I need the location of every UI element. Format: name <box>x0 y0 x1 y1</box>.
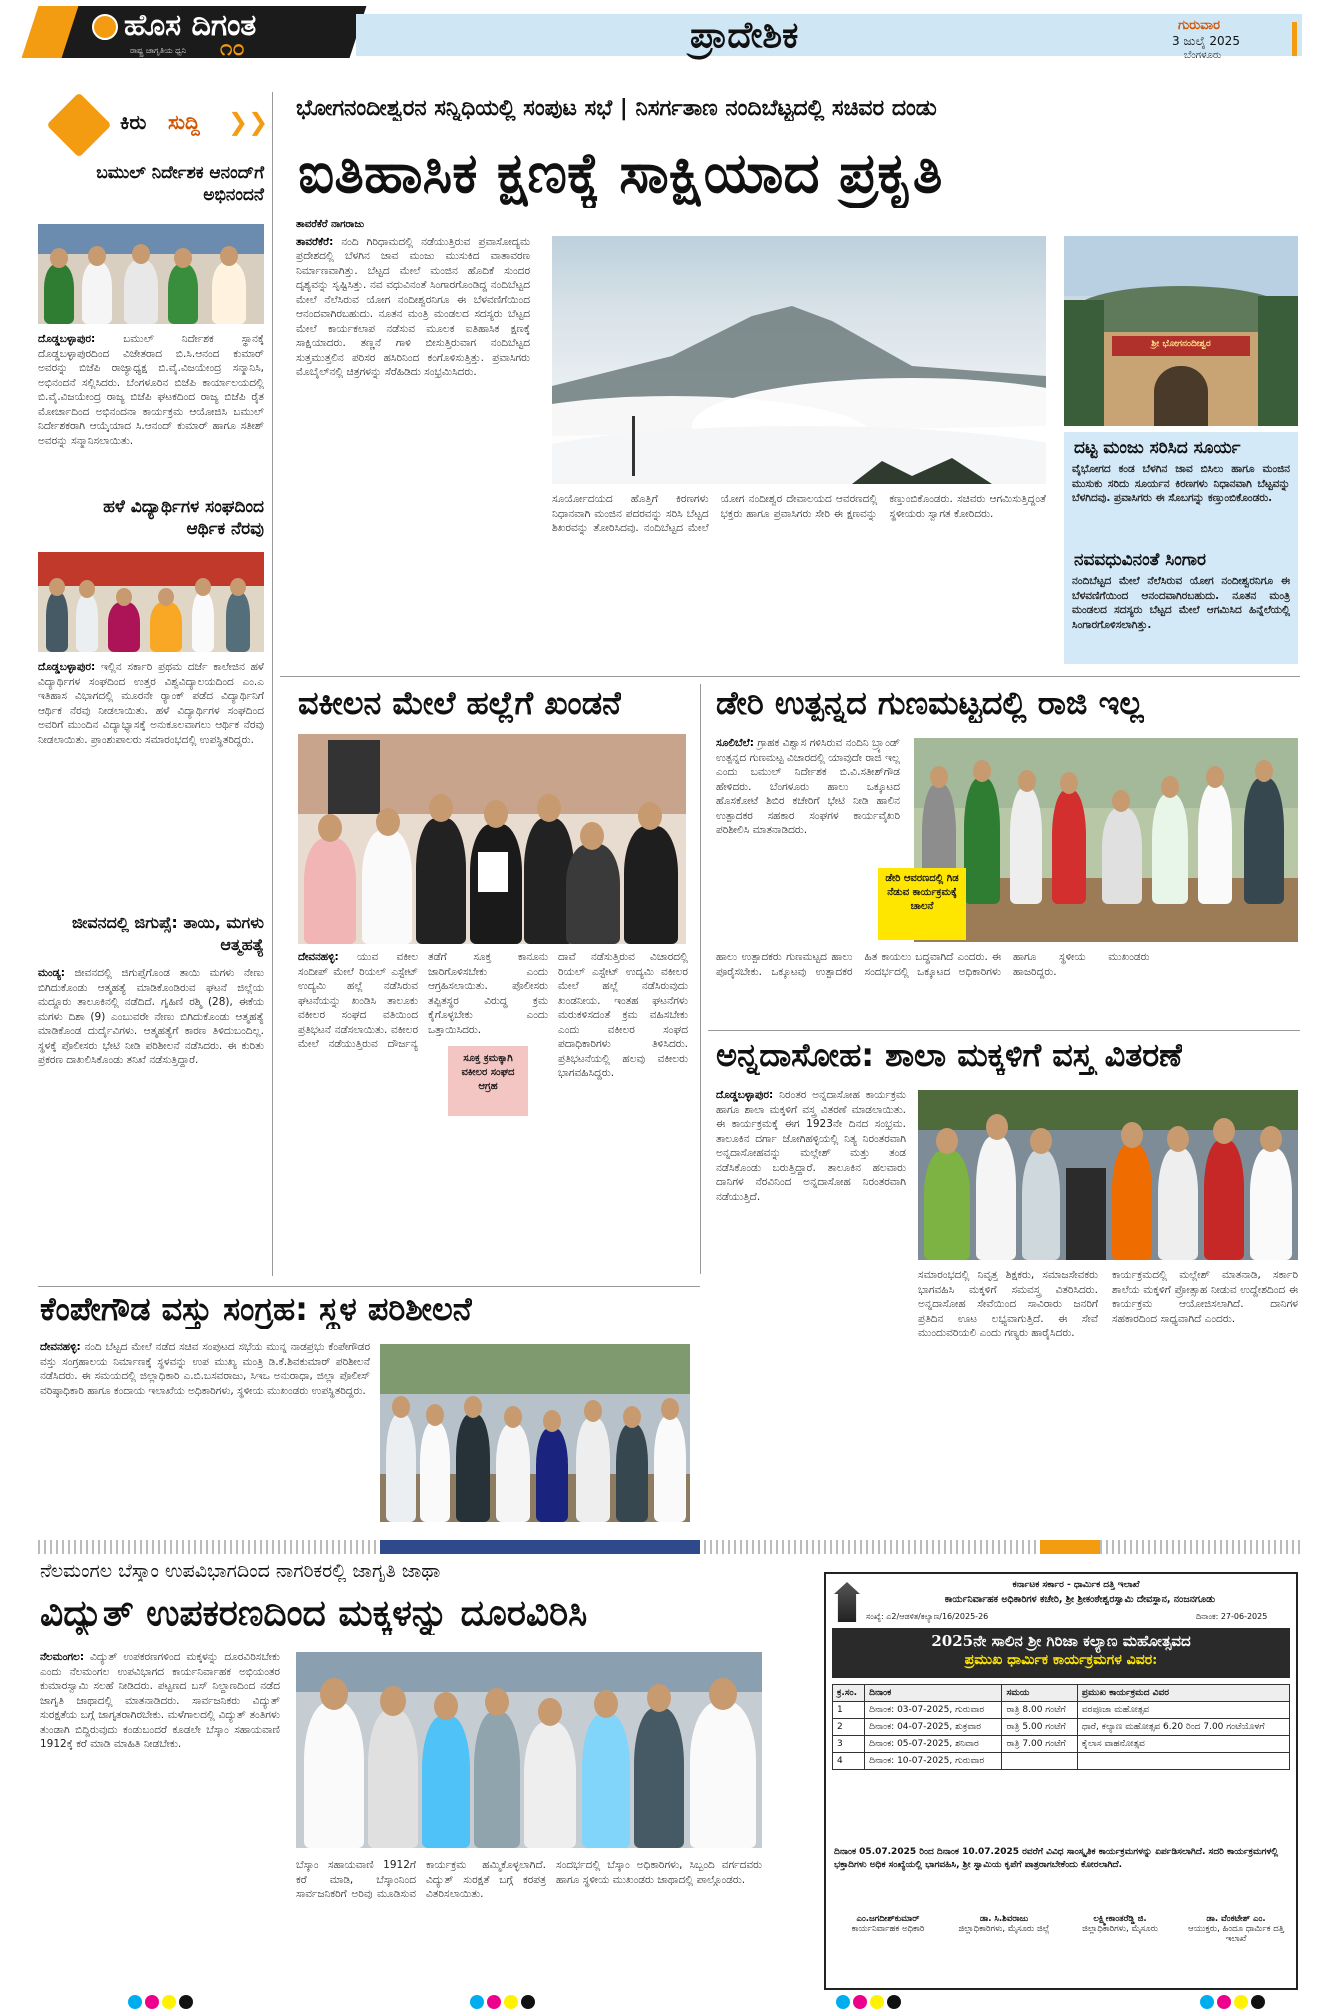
lamp-icon <box>92 14 118 40</box>
lead-mist-photo <box>552 236 1046 484</box>
brief-2-body <box>38 660 264 906</box>
brief-3-body <box>38 966 264 1266</box>
museum-text: ನಂದಿ ಬೆಟ್ಟದ ಮೇಲೆ ನಡೆದ ಸಚಿವ ಸಂಪುಟದ ಸಭೆಯ ಮುನ್ನ ನಾಡಪ್ರಭು ಕೆಂಪೇಗೌಡರ ವಸ್ತು ಸಂಗ್ರಹಾಲಯ ನಿರ್ಮಾಣಕ್ಕೆ ಸ್ಥಳವನ್ನು ಉಪ ಮುಖ್ಯ ಮಂತ್ರಿ ಡಿ.ಕೆ.ಶಿವಕುಮಾರ್ ಪರಿಶೀಲನೆ ನಡೆಸಿದರು. ಈ ಸಮಯದಲ್ಲಿ ಜಿಲ್ಲಾಧಿಕಾರಿ ಎ.ಬಿ.ಬಸವರಾಜು, ಸಿಇಒ ಅನುರಾಧಾ, ಜಿಲ್ಲಾ ಪೊಲೀಸ್ ವರಿಷ್ಠಾಧಿಕಾರಿ ಹಾಗೂ ಕಂದಾಯ ಇಲಾಖೆಯ ಅಧಿಕಾರಿಗಳು, ಸ್ಥಳೀಯ ಮುಖಂಡರು ಉಪಸ್ಥಿತರಿದ್ದರು. <box>40 1341 370 1397</box>
brief-column-divider <box>272 92 273 1276</box>
annadasoha-text: ನಿರಂತರ ಅನ್ನದಾಸೋಹ ಕಾರ್ಯಕ್ರಮ ಹಾಗೂ ಶಾಲಾ ಮಕ್ಕಳಿಗೆ ವಸ್ತ್ರ ವಿತರಣೆ ಮಾಡಲಾಯಿತು. ಈ ಕಾರ್ಯಕ್ರಮಕ್ಕೆ ಈಗ 1923ನೇ ದಿನದ ಸಂಭ್ರಮ. ತಾಲೂಕಿನ ದರ್ಗಾ ಜೋಗಿಹಳ್ಳಿಯಲ್ಲಿ ನಿತ್ಯ ನಿರಂತರವಾಗಿ ಅನ್ನದಾಸೋಹವನ್ನು ಮಲ್ಲೇಶ್ ಮತ್ತು ತಂಡ ನಡೆಸಿಕೊಂಡು ಬರುತ್ತಿದ್ದಾರೆ. ತಾಲೂಕಿನ ಹಲವಾರು ದಾನಿಗಳ ನೆರವಿನಿಂದ ಅನ್ನದಾಸೋಹ ನಿರಂತರವಾಗಿ ನಡೆಯುತ್ತಿದೆ. <box>716 1089 906 1203</box>
ad-col-sl: ಕ್ರ.ಸಂ. <box>833 1685 865 1702</box>
section-banner <box>356 14 1302 56</box>
lawyer-text: ಯುವ ವಕೀಲ ಸಂದೀಪ್ ಮೇಲೆ ರಿಯಲ್ ಎಸ್ಟೇಟ್ ಉದ್ಯಮಿ ಹಲ್ಲೆ ನಡೆಸಿರುವ ಘಟನೆಯನ್ನು ಖಂಡಿಸಿ ತಾಲೂಕು ವಕೀಲರ ಸಂಘದ ವತಿಯಿಂದ ಪ್ರತಿಭಟನೆ ನಡೆಸಲಾಯಿತು. ವಕೀಲರ ಮೇಲೆ ನಡೆಯುತ್ತಿರುವ ದೌರ್ಜನ್ಯ ತಡೆಗೆ ಸೂಕ್ತ ಕಾನೂನು ಜಾರಿಗೊಳಿಸಬೇಕು ಎಂದು ಆಗ್ರಹಿಸಲಾಯಿತು. ಪೊಲೀಸರು ತಪ್ಪಿತಸ್ಥರ ವಿರುದ್ಧ ಕ್ರಮ ಕೈಗೊಳ್ಳಬೇಕು ಎಂದು ಒತ್ತಾಯಿಸಿದರು. <box>298 951 548 1050</box>
electric-kicker: ನೆಲಮಂಗಲ ಬೆಸ್ಕಾಂ ಉಪವಿಭಾಗದಿಂದ ನಾಗರಿಕರಲ್ಲಿ ಜಾಗೃತಿ ಜಾಥಾ <box>40 1560 441 1582</box>
page-number: ೧೦ <box>220 36 245 61</box>
side-1-headline: ದಟ್ಟ ಮಂಜು ಸರಿಸಿದ ಸೂರ್ಯ <box>1074 438 1241 458</box>
table-row: 3 ದಿನಾಂಕ: 05-07-2025, ಶನಿವಾರ ರಾತ್ರಿ 7.00 ಗಂಟೆಗೆ ಕೈಲಾಸ ವಾಹನೋತ್ಸವ <box>833 1736 1290 1753</box>
lawyer-pullquote-box <box>448 1046 528 1116</box>
museum-top-rule <box>38 1286 700 1287</box>
brief-column <box>38 92 269 1276</box>
museum-body <box>40 1340 370 1530</box>
lead-body-2: ಸೂರ್ಯೋದಯದ ಹೊತ್ತಿಗೆ ಕಿರಣಗಳು ನಿಧಾನವಾಗಿ ಮಂಜಿನ ಪದರವನ್ನು ಸರಿಸಿ ಬೆಟ್ಟದ ಶಿಖರವನ್ನು ತೋರಿಸಿದವು. ನಂದಿಬೆಟ್ಟದ ಮೇಲೆ ಯೋಗ ನಂದೀಶ್ವರ ದೇವಾಲಯದ ಆವರಣದಲ್ಲಿ ಭಕ್ತರು ಹಾಗೂ ಪ್ರವಾಸಿಗರು ಸೇರಿ ಈ ಕ್ಷಣವನ್ನು ಕಣ್ತುಂಬಿಕೊಂಡರು. ಸಚಿವರು ಆಗಮಿಸುತ್ತಿದ್ದಂತೆ ಸ್ಥಳೀಯರು ಸ್ವಾಗತ ಕೋರಿದರು. <box>552 493 1046 534</box>
lawyer-body-2: ದಾವೆ ನಡೆಸುತ್ತಿರುವ ವಿಚಾರದಲ್ಲಿ ರಿಯಲ್ ಎಸ್ಟೇಟ್ ಉದ್ಯಮಿ ವಕೀಲರ ಮೇಲೆ ಹಲ್ಲೆ ನಡೆಸಿರುವುದು ಖಂಡನೀಯ. ಇಂತಹ ಘಟನೆಗಳು ಮರುಕಳಿಸದಂತೆ ಕ್ರಮ ವಹಿಸಬೇಕು ಎಂದು ವಕೀಲರ ಸಂಘದ ಪದಾಧಿಕಾರಿಗಳು ತಿಳಿಸಿದರು. ಪ್ರತಿಭಟನೆಯಲ್ಲಿ ಹಲವು ವಕೀಲರು ಭಾಗವಹಿಸಿದ್ದರು. <box>558 951 688 1079</box>
side-2-text: ನಂದಿಬೆಟ್ಟದ ಮೇಲೆ ನೆಲೆಸಿರುವ ಯೋಗ ನಂದೀಶ್ವರನಿಗೂ ಈ ಬೆಳವಣಿಗೆಯಿಂದ ಆನಂದವಾಗಿರಬಹುದು. ನೂತನ ಮಂತ್ರಿ ಮಂಡಲದ ಸದಸ್ಯರು ಬೆಟ್ಟದ ಮೇಲೆ ಆಗಮಿಸಿದ ಹಿನ್ನೆಲೆಯಲ್ಲಿ ಸಿಂಗಾರಗೊಳಿಸಲಾಗಿತ್ತು. <box>1072 575 1290 631</box>
lawyer-photo <box>298 734 686 944</box>
ad-notice: ದಿನಾಂಕ 05.07.2025 ರಿಂದ ದಿನಾಂಕ 10.07.2025 ರವರೆಗೆ ವಿವಿಧ ಸಾಂಸ್ಕೃತಿಕ ಕಾರ್ಯಕ್ರಮಗಳನ್ನು ಏರ್ಪಡಿಸಲಾಗಿದೆ. ಸದರಿ ಕಾರ್ಯಕ್ರಮಗಳಲ್ಲಿ ಭಕ್ತಾದಿಗಳು ಅಧಿಕ ಸಂಖ್ಯೆಯಲ್ಲಿ ಭಾಗವಹಿಸಿ, ಶ್ರೀ ಸ್ವಾಮಿಯ ಕೃಪೆಗೆ ಪಾತ್ರರಾಗಬೇಕೆಂದು ಕೋರಲಾಗಿದೆ. <box>834 1847 1279 1870</box>
electric-photo <box>296 1652 762 1848</box>
brief-1-body <box>38 332 264 518</box>
dairy-photo <box>914 738 1298 942</box>
side-2-headline: ನವವಧುವಿನಂತೆ ಸಿಂಗಾರ <box>1074 550 1206 570</box>
lead-side-box <box>1064 432 1298 664</box>
ad-ref-date: ದಿನಾಂಕ: 27-06-2025 <box>1196 1612 1268 1621</box>
ad-col-date: ದಿನಾಂಕ <box>865 1685 1002 1702</box>
ad-schedule-table <box>832 1684 1290 1770</box>
brief-2-headline: ಹಳೆ ವಿದ್ಯಾರ್ಥಿಗಳ ಸಂಘದಿಂದ ಆರ್ಥಿಕ ನೆರವು <box>103 497 264 539</box>
lead-text: ನಂದಿ ಗಿರಿಧಾಮದಲ್ಲಿ ನಡೆಯುತ್ತಿರುವ ಪ್ರವಾಸೋದ್ಯಮ ಪ್ರದೇಶದಲ್ಲಿ ಬೆಳಗಿನ ಜಾವ ಮಂಜು ಮುಸುಕಿದ ವಾತಾವರಣ ನಿರ್ಮಾಣವಾಗಿತ್ತು. ಬೆಟ್ಟದ ಮೇಲೆ ಮಂಜಿನ ಹೊದಿಕೆ ಸುಂದರ ದೃಶ್ಯವನ್ನು ಸೃಷ್ಟಿಸಿತ್ತು. ನವ ವಧುವಿನಂತೆ ಸಿಂಗಾರಗೊಂಡಿದ್ದ ನಂದಿಬೆಟ್ಟದ ಮೇಲೆ ನೆಲೆಸಿರುವ ಯೋಗ ನಂದೀಶ್ವರನಿಗೂ ಈ ಬೆಳವಣಿಗೆಯಿಂದ ಆನಂದವಾಗಿರಬಹುದು. ನೂತನ ಮಂತ್ರಿ ಮಂಡಲದ ಸದಸ್ಯರು ಬೆಟ್ಟದ ಮೇಲೆ ಕಾರ್ಯಕಲಾಪ ನಡೆಸುವ ಮೂಲಕ ಐತಿಹಾಸಿಕ ಕ್ಷಣಕ್ಕೆ ಸಾಕ್ಷಿಯಾದರು. ತಣ್ಣನೆ ಗಾಳಿ ಬೀಸುತ್ತಿರುವಾಗ ನಂದಿಬೆಟ್ಟದ ಸುತ್ತಮುತ್ತಲಿನ ಪರಿಸರ ಹಸಿರಿನಿಂದ ಕಂಗೊಳಿಸುತ್ತಿತ್ತು. ಪ್ರವಾಸಿಗರು ಮೊಬೈಲ್‌ನಲ್ಲಿ ಚಿತ್ರಗಳನ್ನು ಸೆರೆಹಿಡಿದು ಸಂಭ್ರಮಿಸಿದರು. <box>296 235 530 378</box>
table-row: 2 ದಿನಾಂಕ: 04-07-2025, ಶುಕ್ರವಾರ ರಾತ್ರಿ 5.00 ಗಂಟೆಗೆ ಧಾರೆ, ಕಲ್ಯಾಣ ಮಹೋತ್ಸವ 6.20 ರಿಂದ 7.00 ಗಂಟೆಯೊಳಗೆ <box>833 1719 1290 1736</box>
electric-body-3: ಸಂದರ್ಭದಲ್ಲಿ ಬೆಸ್ಕಾಂ ಅಧಿಕಾರಿಗಳು, ಸಿಬ್ಬಂದಿ ವರ್ಗದವರು ಹಾಗೂ ಸ್ಥಳೀಯ ಮುಖಂಡರು ಜಾಥಾದಲ್ಲಿ ಪಾಲ್ಗೊಂಡರು. <box>556 1859 762 1886</box>
annadasoha-headline: ಅನ್ನದಾಸೋಹ: ಶಾಲಾ ಮಕ್ಕಳಿಗೆ ವಸ್ತ್ರ ವಿತರಣೆ <box>716 1036 1183 1074</box>
ad-signatory-4: ಡಾ. ವೆಂಕಟೇಶ್ ಎಂ. ಆಯುಕ್ತರು, ಹಿಂದೂ ಧಾರ್ಮಿಕ ದತ್ತಿ ಇಲಾಖೆ <box>1187 1914 1285 1944</box>
electric-dateline: ನೆಲಮಂಗಲ: <box>40 1651 85 1663</box>
dairy-caption: ಡೇರಿ ಆವರಣದಲ್ಲಿ ಗಿಡ ನೆಡುವ ಕಾರ್ಯಕ್ರಮಕ್ಕೆ ಚಾಲನೆ <box>885 873 959 912</box>
side-1-text: ವೈಭೋಗದ ಕಂಡ ಬೆಳಗಿನ ಜಾವ ಬಿಸಿಲು ಹಾಗೂ ಮಂಜಿನ ಮುಸುಕು ಸರಿದು ಸೂರ್ಯನ ಕಿರಣಗಳು ನಿಧಾನವಾಗಿ ಬೆಟ್ಟವನ್ನು ಬೆಳಗಿದವು. ಪ್ರವಾಸಿಗರು ಈ ಸೊಬಗನ್ನು ಕಣ್ತುಂಬಿಕೊಂಡರು. <box>1072 463 1290 504</box>
brief-3-text: ಜೀವನದಲ್ಲಿ ಜಿಗುಪ್ಸೆಗೊಂಡ ತಾಯಿ ಮಗಳು ನೇಣು ಬಿಗಿದುಕೊಂಡು ಆತ್ಮಹತ್ಯೆ ಮಾಡಿಕೊಂಡಿರುವ ಘಟನೆ ಜಿಲ್ಲೆಯ ಮದ್ದೂರು ತಾಲೂಕಿನಲ್ಲಿ ನಡೆದಿದೆ. ಗೃಹಿಣಿ ರಶ್ಮಿ (28), ಈಕೆಯ ಮಗಳು ದಿಶಾ (9) ಎಂಬುವರೇ ನೇಣು ಬಿಗಿದುಕೊಂಡು ಆತ್ಮಹತ್ಯೆ ಮಾಡಿಕೊಂಡ ದುರ್ದೈವಿಗಳು. ಆತ್ಮಹತ್ಯೆಗೆ ಕಾರಣ ತಿಳಿದುಬಂದಿಲ್ಲ. ಸ್ಥಳಕ್ಕೆ ಪೊಲೀಸರು ಭೇಟಿ ನೀಡಿ ಪರಿಶೀಲನೆ ನಡೆಸಿದರು. ಈ ಕುರಿತು ಪ್ರಕರಣ ದಾಖಲಿಸಿಕೊಂಡು ತನಿಖೆ ನಡೆಸುತ್ತಿದ್ದಾರೆ. <box>38 967 264 1066</box>
electric-body <box>40 1650 280 1990</box>
annadasoha-body-3: ಕಾರ್ಯಕ್ರಮದಲ್ಲಿ ಮಲ್ಲೇಶ್ ಮಾತನಾಡಿ, ಸರ್ಕಾರಿ ಶಾಲೆಯ ಮಕ್ಕಳಿಗೆ ಪ್ರೋತ್ಸಾಹ ನೀಡುವ ಉದ್ದೇಶದಿಂದ ಈ ಕಾರ್ಯಕ್ರಮ ಆಯೋಜಿಸಲಾಗಿದೆ. ದಾನಿಗಳ ಸಹಕಾರದಿಂದ ಸಾಧ್ಯವಾಗಿದೆ ಎಂದರು. <box>1112 1269 1298 1325</box>
issue-city: ಬೆಂಗಳೂರು <box>1184 50 1222 61</box>
dairy-text: ಗ್ರಾಹಕ ವಿಶ್ವಾಸ ಗಳಿಸಿರುವ ನಂದಿನಿ ಬ್ರ್ಯಾಂಡ್ ಉತ್ಪನ್ನದ ಗುಣಮಟ್ಟ ವಿಚಾರದಲ್ಲಿ ಯಾವುದೇ ರಾಜಿ ಇಲ್ಲ ಎಂದು ಬಮುಲ್ ನಿರ್ದೇಶಕ ಬಿ.ವಿ.ಸತೀಶ್‌ಗೌಡ ಹೇಳಿದರು. ಬೆಂಗಳೂರು ಹಾಲು ಒಕ್ಕೂಟದ ಹೊಸಕೋಟೆ ಶಿಬಿರ ಕಚೇರಿಗೆ ಭೇಟಿ ನೀಡಿ ಹಾಲಿನ ಉತ್ಪಾದಕರ ಸಹಕಾರ ಸಂಘಗಳ ಕಾರ್ಯವೈಖರಿ ಪರಿಶೀಲಿಸಿ ಮಾತನಾಡಿದರು. <box>716 737 900 836</box>
lead-temple-photo <box>1064 236 1298 426</box>
ad-office: ಕಾರ್ಯನಿರ್ವಾಹಕ ಅಧಿಕಾರಿಗಳ ಕಚೇರಿ, ಶ್ರೀ ಶ್ರೀಕಂಠೇಶ್ವರಸ್ವಾಮಿ ದೇವಸ್ಥಾನ, ನಂಜನಗೂಡು <box>944 1594 1216 1605</box>
divider-accent-orange <box>1040 1540 1100 1554</box>
brief-1-dateline: ದೊಡ್ಡಬಳ್ಳಾಪುರ: <box>38 333 96 345</box>
ad-col-event: ಪ್ರಮುಖ ಕಾರ್ಯಕ್ರಮದ ವಿವರ <box>1077 1685 1289 1702</box>
ad-title-2: ಪ್ರಮುಖ ಧಾರ್ಮಿಕ ಕಾರ್ಯಕ್ರಮಗಳ ವಿವರ: <box>964 1652 1158 1668</box>
annadasoha-photo <box>918 1090 1298 1260</box>
brief-2-dateline: ದೊಡ್ಡಬಳ್ಳಾಪುರ: <box>38 661 96 673</box>
lawyer-headline: ವಕೀಲನ ಮೇಲೆ ಹಲ್ಲೆಗೆ ಖಂಡನೆ <box>298 684 622 722</box>
electric-body-2: ಬೆಸ್ಕಾಂ ಸಹಾಯವಾಣಿ 1912ಗೆ ಕರೆ ಮಾಡಿ, ಬೆಸ್ಕಾಂನಿಂದ ಸಾರ್ವಜನಿಕರಿಗೆ ಅರಿವು ಮೂಡಿಸುವ ಕಾರ್ಯಕ್ರಮ ಹಮ್ಮಿಕೊಳ್ಳಲಾಗಿದೆ. ವಿದ್ಯುತ್ ಸುರಕ್ಷತೆ ಬಗ್ಗೆ ಕರಪತ್ರ ವಿತರಿಸಲಾಯಿತು. <box>296 1859 546 1900</box>
brief-label-kiru: ಕಿರು <box>120 110 147 134</box>
temple-sign: ಶ್ರೀ ಭೋಗನಂದೀಶ್ವರ <box>1151 339 1211 349</box>
ad-signatory-1: ಎಂ.ಜಗದೀಶ್‌ಕುಮಾರ್ ಕಾರ್ಯನಿರ್ವಾಹಕ ಅಧಿಕಾರಿ <box>851 1914 925 1934</box>
annadasoha-dateline: ದೊಡ್ಡಬಳ್ಳಾಪುರ: <box>716 1089 774 1101</box>
electric-text: ವಿದ್ಯುತ್ ಉಪಕರಣಗಳಿಂದ ಮಕ್ಕಳನ್ನು ದೂರವಿರಿಸಬೇಕು ಎಂದು ನೆಲಮಂಗಲ ಉಪವಿಭಾಗದ ಕಾರ್ಯನಿರ್ವಾಹಕ ಅಭಿಯಂತರ ಕುಮಾರಸ್ವಾಮಿ ಸಲಹೆ ನೀಡಿದರು. ಪಟ್ಟಣದ ಬಸ್ ನಿಲ್ದಾಣದಿಂದ ನಡೆದ ಜಾಗೃತಿ ಜಾಥಾದಲ್ಲಿ ಮಾತನಾಡಿದರು. ಸಾರ್ವಜನಿಕರು ವಿದ್ಯುತ್ ಸುರಕ್ಷತೆಯ ಬಗ್ಗೆ ಜಾಗೃತರಾಗಿರಬೇಕು. ಮಳೆಗಾಲದಲ್ಲಿ ವಿದ್ಯುತ್ ತಂತಿಗಳು ತುಂಡಾಗಿ ಬಿದ್ದಿರುವುದು ಕಂಡುಬಂದರೆ ಕೂಡಲೇ ಬೆಸ್ಕಾಂ ಸಹಾಯವಾಣಿ 1912ಕ್ಕೆ ಕರೆ ಮಾಡಿ ಮಾಹಿತಿ ನೀಡಬೇಕು. <box>40 1651 280 1750</box>
section-title: ಪ್ರಾದೇಶಿಕ <box>690 14 799 56</box>
print-registration-marks <box>0 1994 1338 2008</box>
lead-dateline: ತಾವರೆಕೆರೆ: <box>296 235 334 248</box>
brief-label-suddi: ಸುದ್ದಿ <box>168 110 200 134</box>
dairy-body <box>716 736 900 946</box>
paper-name: ಹೊಸ ದಿಗಂತ <box>124 8 257 43</box>
brief-3-headline: ಜೀವನದಲ್ಲಿ ಜಿಗುಪ್ಸೆ: ತಾಯಿ, ಮಗಳು ಆತ್ಮಹತ್ಯೆ <box>71 913 264 954</box>
brief-1-headline: ಬಮುಲ್ ನಿರ್ದೇಶಕ ಆನಂದ್‌ಗೆ ಅಭಿನಂದನೆ <box>96 163 264 205</box>
lead-kicker: ಭೋಗನಂದೀಶ್ವರನ ಸನ್ನಿಧಿಯಲ್ಲಿ ಸಂಪುಟ ಸಭೆ | ನಿಸರ್ಗತಾಣ ನಂದಿಬೆಟ್ಟದಲ್ಲಿ ಸಚಿವರ ದಂಡು <box>296 96 937 121</box>
lawyer-dateline: ದೇವನಹಳ್ಳಿ: <box>298 951 339 963</box>
annadasoha-body <box>716 1088 906 1528</box>
museum-headline: ಕೆಂಪೇಗೌಡ ವಸ್ತು ಸಂಗ್ರಹ: ಸ್ಥಳ ಪರಿಶೀಲನೆ <box>40 1290 472 1328</box>
annadasoha-body-2: ಸಮಾರಂಭದಲ್ಲಿ ನಿವೃತ್ತ ಶಿಕ್ಷಕರು, ಸಮಾಜಸೇವಕರು ಭಾಗವಹಿಸಿ ಮಕ್ಕಳಿಗೆ ಸಮವಸ್ತ್ರ ವಿತರಿಸಿದರು. ಅನ್ನದಾಸೋಹ ಸೇವೆಯಿಂದ ಸಾವಿರಾರು ಜನರಿಗೆ ಪ್ರತಿದಿನ ಊಟ ಲಭ್ಯವಾಗುತ್ತಿದೆ. ಈ ಸೇವೆ ಮುಂದುವರಿಯಲಿ ಎಂದು ಗಣ್ಯರು ಹಾರೈಸಿದರು. <box>918 1269 1098 1339</box>
museum-dateline: ದೇವನಹಳ್ಳಿ: <box>40 1341 81 1353</box>
issue-day: ಗುರುವಾರ <box>1178 18 1220 33</box>
brief-2-text: ಇಲ್ಲಿನ ಸರ್ಕಾರಿ ಪ್ರಥಮ ದರ್ಜೆ ಕಾಲೇಜಿನ ಹಳೆ ವಿದ್ಯಾರ್ಥಿಗಳ ಸಂಘದಿಂದ ಉತ್ತರ ವಿಶ್ವವಿದ್ಯಾಲಯದಿಂದ ಎಂ.ಎ ಇತಿಹಾಸ ವಿಭಾಗದಲ್ಲಿ ಮೂರನೇ ರ‍್ಯಾಂಕ್ ಪಡೆದ ವಿದ್ಯಾರ್ಥಿನಿಗೆ ಆರ್ಥಿಕ ನೆರವು ನೀಡಲಾಯಿತು. ಹಳೆ ವಿದ್ಯಾರ್ಥಿಗಳ ಸಂಘದಿಂದ ಅವರಿಗೆ ಮುಂದಿನ ವಿದ್ಯಾಭ್ಯಾಸಕ್ಕೆ ಅನುಕೂಲವಾಗಲು ಆರ್ಥಿಕ ನೆರವು ನೀಡಲಾಯಿತು. ಪ್ರಾಂಶುಪಾಲರು ಸಮಾರಂಭದಲ್ಲಿ ಉಪಸ್ಥಿತರಿದ್ದರು. <box>38 661 264 746</box>
brief-1-text: ಬಮುಲ್ ನಿರ್ದೇಶಕ ಸ್ಥಾನಕ್ಕೆ ದೊಡ್ಡಬಳ್ಳಾಪುರದಿಂದ ವಿಜೇತರಾದ ಬಿ.ಸಿ.ಆನಂದ ಕುಮಾರ್ ಅವರನ್ನು ಬಿಜೆಪಿ ರಾಜ್ಯಾಧ್ಯಕ್ಷ ಬಿ.ವೈ.ವಿಜಯೇಂದ್ರ ಸನ್ಮಾನಿಸಿ, ಅಭಿನಂದನೆ ಸಲ್ಲಿಸಿದರು. ಬೆಂಗಳೂರಿನ ಬಿಜೆಪಿ ಕಾರ್ಯಾಲಯದಲ್ಲಿ ಬಿ.ವೈ.ವಿಜಯೇಂದ್ರ ರಾಜ್ಯ ಬಿಜೆಪಿ ಘಟಕದಿಂದ ರಾಜ್ಯ ಬಿಜೆಪಿ ರೈತ ಮೋರ್ಚಾದಿಂದ ಅಭಿನಂದನಾ ಕಾರ್ಯಕ್ರಮ ಆಯೋಜಿಸಿ ಬಮುಲ್ ನಿರ್ದೇಶಕರಾಗಿ ಆಯ್ಕೆಯಾದ ಸಿ.ಆನಂದ್ ಕುಮಾರ್ ಹಾಗೂ ಸತೀಶ್ ಅವರನ್ನು ಸನ್ಮಾನಿಸಲಾಯಿತು. <box>38 333 264 447</box>
lawyer-pullquote: ಸೂಕ್ತ ಕ್ರಮಕ್ಕಾಗಿ ವಕೀಲರ ಸಂಘದ ಆಗ್ರಹ <box>461 1053 515 1092</box>
brief-1-photo <box>38 224 264 324</box>
lead-body <box>296 218 530 648</box>
ad-title-box <box>832 1628 1290 1678</box>
dairy-dateline: ಸೂಲಿಬೆಲೆ: <box>716 737 754 749</box>
paper-tagline: ರಾಷ್ಟ್ರ ಜಾಗೃತಿಯ ಧ್ವನಿ <box>130 46 187 55</box>
brief-chevrons: ❯❯ <box>228 108 269 136</box>
issue-date: 3 ಜುಲೈ 2025 <box>1172 34 1240 48</box>
dairy-caption-box <box>878 868 966 940</box>
divider-accent-blue <box>380 1540 700 1554</box>
temple-ad <box>824 1572 1298 1990</box>
brief-3-dateline: ಮಂಡ್ಯ: <box>38 967 65 979</box>
masthead-orange-bar <box>1292 22 1297 56</box>
ad-signatory-3: ಲಕ್ಷ್ಮೀಕಾಂತರೆಡ್ಡಿ ಜಿ. ಜಿಲ್ಲಾಧಿಕಾರಿಗಳು, ಮೈಸೂರು <box>1082 1914 1158 1934</box>
table-row: 4 ದಿನಾಂಕ: 10-07-2025, ಗುರುವಾರ <box>833 1753 1290 1770</box>
lawyer-dairy-divider <box>700 684 701 1274</box>
table-row: 1 ದಿನಾಂಕ: 03-07-2025, ಗುರುವಾರ ರಾತ್ರಿ 8.00 ಗಂಟೆಗೆ ವರಪೂಜಾ ಮಹೋತ್ಸವ <box>833 1702 1290 1719</box>
mist-mountain-svg <box>552 236 1046 484</box>
ad-header-line: ಕರ್ನಾಟಕ ಸರ್ಕಾರ - ಧಾರ್ಮಿಕ ದತ್ತಿ ಇಲಾಖೆ <box>1012 1580 1140 1590</box>
lead-byline: ತಾವರೆಕೆರೆ ನಾಗರಾಜು <box>296 219 365 230</box>
lead-headline: ಐತಿಹಾಸಿಕ ಕ್ಷಣಕ್ಕೆ ಸಾಕ್ಷಿಯಾದ ಪ್ರಕೃತಿ <box>298 140 943 206</box>
electric-headline: ವಿದ್ಯುತ್ ಉಪಕರಣದಿಂದ ಮಕ್ಕಳನ್ನು ದೂರವಿರಿಸಿ <box>40 1592 588 1634</box>
ad-col-time: ಸಮಯ <box>1002 1685 1077 1702</box>
brief-2-photo <box>38 552 264 652</box>
dairy-body-2: ಹಾಲು ಉತ್ಪಾದಕರು ಗುಣಮಟ್ಟದ ಹಾಲು ಪೂರೈಸಬೇಕು. ಒಕ್ಕೂಟವು ಉತ್ಪಾದಕರ ಹಿತ ಕಾಯಲು ಬದ್ಧವಾಗಿದೆ ಎಂದರು. ಈ ಸಂದರ್ಭದಲ್ಲಿ ಒಕ್ಕೂಟದ ಅಧಿಕಾರಿಗಳು ಹಾಗೂ ಸ್ಥಳೀಯ ಮುಖಂಡರು ಹಾಜರಿದ್ದರು. <box>716 951 1150 978</box>
ad-title-1: 2025ನೇ ಸಾಲಿನ ಶ್ರೀ ಗಿರಿಜಾ ಕಲ್ಯಾಣ ಮಹೋತ್ಸವದ <box>931 1632 1191 1650</box>
brief-label-box <box>48 98 269 150</box>
brief-hand-icon <box>46 92 111 157</box>
dairy-headline: ಡೇರಿ ಉತ್ಪನ್ನದ ಗುಣಮಟ್ಟದಲ್ಲಿ ರಾಜಿ ಇಲ್ಲ <box>716 684 1144 722</box>
lead-bottom-rule <box>280 676 1300 677</box>
museum-photo <box>380 1344 690 1522</box>
ad-signatories <box>834 1914 1290 1984</box>
ad-schedule-table-wrap <box>832 1684 1290 1770</box>
ad-ref-no: ಸಂಖ್ಯೆ: ಎ2/ಆಡಳಿತ/ಕಲ್ಯಾಣ/16/2025-26 <box>866 1612 989 1621</box>
dairy-bottom-rule <box>708 1030 1300 1031</box>
ad-signatory-2: ಡಾ. ಸಿ.ಶಿವರಾಜು ಜಿಲ್ಲಾಧಿಕಾರಿಗಳು, ಮೈಸೂರು ಜಿಲ್ಲೆ <box>958 1914 1050 1934</box>
masthead <box>0 0 1338 62</box>
ad-temple-icon <box>834 1582 860 1622</box>
